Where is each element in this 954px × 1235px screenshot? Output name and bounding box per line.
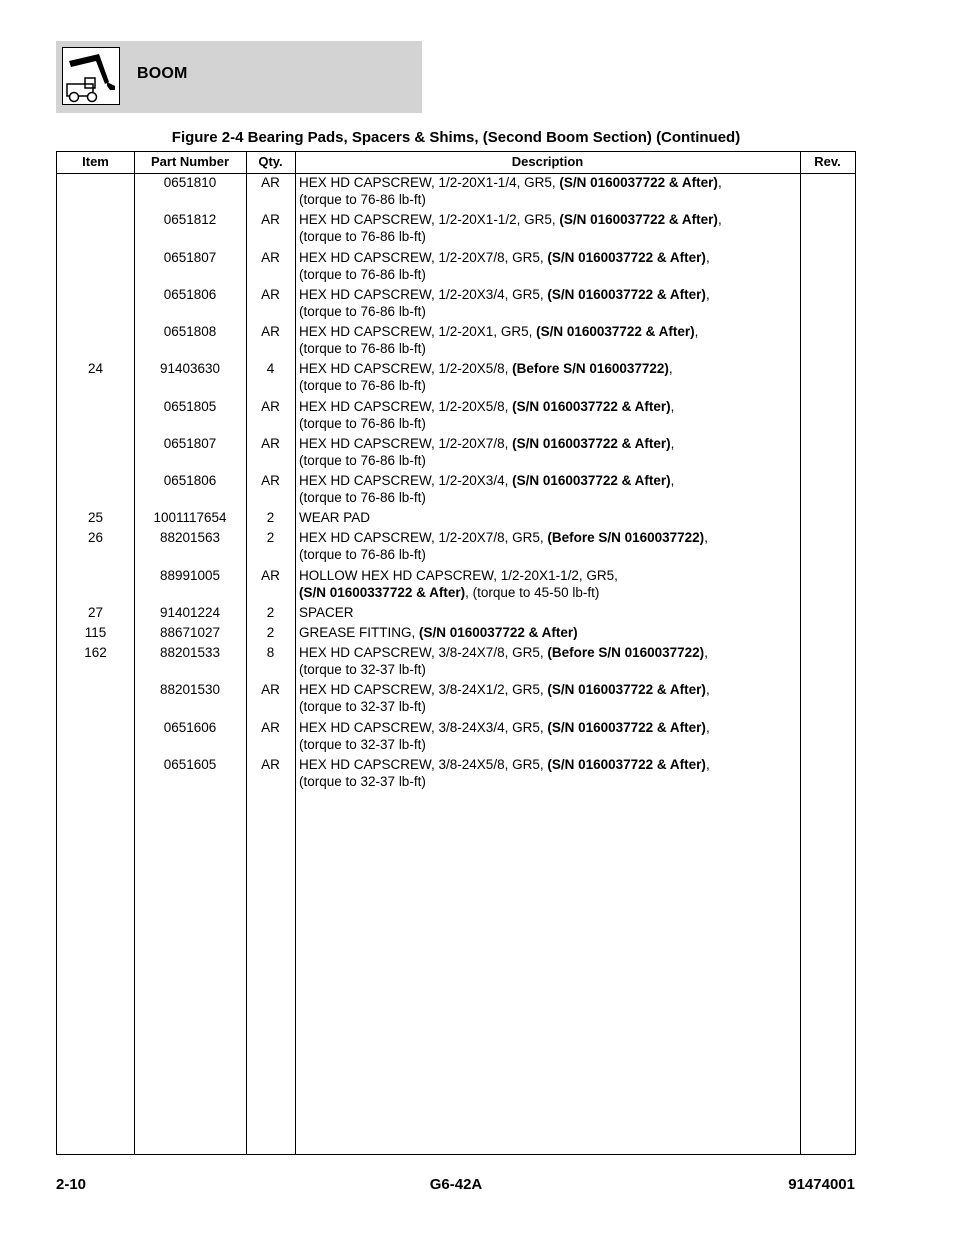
item-number: 24 [87,361,104,376]
quantity: AR [261,250,280,265]
quantity: 2 [266,510,275,525]
description [299,567,799,601]
item-number: 25 [87,510,104,525]
page-number: 2-10 [56,1176,87,1193]
part-number: 0651812 [163,212,217,227]
description-text: , [705,287,710,302]
serial-range: (S/N 0160037722 & After) [559,175,718,190]
description-line [299,472,799,489]
description [299,323,799,357]
description [299,644,799,678]
description-text: SPACER [299,605,354,620]
description-line [299,398,799,415]
serial-range: (S/N 0160037722 & After) [512,399,671,414]
description-text: , [670,436,675,451]
item-number: 27 [87,605,104,620]
quantity: 2 [266,605,275,620]
column-header-item: Item [82,154,109,169]
description-text: HEX HD CAPSCREW, 1/2-20X1-1/2, GR5, [299,212,560,227]
description-text: , [705,682,710,697]
telehandler-icon [62,47,120,105]
description-line [299,756,799,773]
description-text: HEX HD CAPSCREW, 1/2-20X1, GR5, [299,324,537,339]
description [299,756,799,790]
figure-title: Figure 2-4 Bearing Pads, Spacers & Shims, (Second Boom Section) (Continued) [171,129,741,146]
description-line [299,644,799,661]
column-header-qty: Qty. [258,154,283,169]
serial-range: (Before S/N 0160037722) [547,645,705,660]
description-text: HEX HD CAPSCREW, 1/2-20X7/8, [299,436,513,451]
description [299,211,799,245]
quantity: AR [261,682,280,697]
serial-range: (S/N 0160037722 & After) [547,757,706,772]
torque-spec: (torque to 76-86 lb-ft) [299,547,426,562]
quantity: AR [261,399,280,414]
description-text: HEX HD CAPSCREW, 1/2-20X3/4, [299,473,513,488]
description-line [299,584,799,601]
description-line [299,736,799,753]
description-text: , [670,473,675,488]
torque-spec: (torque to 76-86 lb-ft) [299,416,426,431]
quantity: AR [261,287,280,302]
description-line [299,211,799,228]
column-divider [295,152,296,1154]
torque-spec: (torque to 76-86 lb-ft) [299,490,426,505]
part-number: 0651807 [163,250,217,265]
description-line [299,435,799,452]
part-number: 0651807 [163,436,217,451]
part-number: 91403630 [159,361,221,376]
torque-spec: (torque to 32-37 lb-ft) [299,662,426,677]
part-number: 0651805 [163,399,217,414]
description-line [299,529,799,546]
description-text: HEX HD CAPSCREW, 1/2-20X1-1/4, GR5, [299,175,560,190]
serial-range: (S/N 0160037722 & After) [547,720,706,735]
description-line [299,546,799,563]
quantity: AR [261,324,280,339]
torque-spec: (torque to 76-86 lb-ft) [299,192,426,207]
description [299,604,799,621]
description-text: , [694,324,699,339]
quantity: AR [261,568,280,583]
part-number: 1001117654 [153,510,227,525]
description-line [299,509,799,526]
quantity: AR [261,757,280,772]
description-text: HEX HD CAPSCREW, 3/8-24X3/4, GR5, [299,720,548,735]
serial-range: (S/N 0160037722 & After) [512,473,671,488]
description [299,681,799,715]
description-text: WEAR PAD [299,510,371,525]
torque-spec: (torque to 76-86 lb-ft) [299,229,426,244]
description [299,249,799,283]
description [299,435,799,469]
serial-range: (S/N 0160037722 & After) [536,324,695,339]
description-text: , [704,530,708,545]
description-text: , [670,399,675,414]
serial-range: (S/N 0160037722 & After) [419,625,578,640]
description-line [299,249,799,266]
description-line [299,377,799,394]
description [299,529,799,563]
torque-spec: (torque to 76-86 lb-ft) [299,267,426,282]
serial-range: (S/N 0160037722 & After) [512,436,671,451]
part-number: 0651806 [163,473,217,488]
item-number: 162 [84,645,107,660]
part-number: 88671027 [159,625,221,640]
description-line [299,174,799,191]
description-line [299,698,799,715]
description-line [299,228,799,245]
part-number: 0651808 [163,324,217,339]
serial-range: (Before S/N 0160037722) [512,361,669,376]
description-text: HEX HD CAPSCREW, 3/8-24X5/8, GR5, [299,757,548,772]
description [299,509,799,526]
serial-range: (S/N 0160037722 & After) [559,212,718,227]
description-line [299,286,799,303]
section-title: BOOM [137,65,188,82]
torque-spec: (torque to 76-86 lb-ft) [299,304,426,319]
description-line [299,773,799,790]
description-line [299,719,799,736]
model-name: G6-42A [429,1176,483,1193]
description-line [299,604,799,621]
quantity: AR [261,175,280,190]
part-number: 0651606 [163,720,217,735]
description-line [299,415,799,432]
description-text: HEX HD CAPSCREW, 1/2-20X7/8, GR5, [299,530,548,545]
description-line [299,340,799,357]
description-line [299,567,799,584]
quantity: 4 [266,361,275,376]
quantity: 2 [266,530,275,545]
description-text: GREASE FITTING, [299,625,420,640]
torque-spec: (torque to 76-86 lb-ft) [299,453,426,468]
description [299,286,799,320]
description [299,398,799,432]
manual-number: 91474001 [788,1176,855,1193]
description-text: HOLLOW HEX HD CAPSCREW, 1/2-20X1-1/2, GR5, [299,568,618,583]
torque-spec: (torque to 32-37 lb-ft) [299,737,426,752]
description-line [299,452,799,469]
description-line [299,489,799,506]
description-text: HEX HD CAPSCREW, 3/8-24X7/8, GR5, [299,645,548,660]
description-line [299,266,799,283]
description-line [299,661,799,678]
torque-spec: (torque to 76-86 lb-ft) [299,341,426,356]
description-text: , [704,645,708,660]
column-divider [800,152,801,1154]
serial-range: (S/N 0160037722 & After) [547,250,706,265]
part-number: 88201533 [159,645,221,660]
serial-range: (S/N 0160037722 & After) [547,682,706,697]
serial-range: (Before S/N 0160037722) [547,530,705,545]
description-line [299,681,799,698]
description-text: , [705,250,710,265]
column-header-description: Description [511,154,584,169]
part-number: 0651806 [163,287,217,302]
description [299,719,799,753]
description-text: , [717,175,722,190]
description-text: , [668,361,673,376]
quantity: 8 [266,645,275,660]
parts-table [56,151,856,1155]
quantity: AR [261,473,280,488]
description-text: , [705,720,710,735]
description-line [299,303,799,320]
torque-spec: , (torque to 45-50 lb-ft) [465,585,600,600]
description-text: HEX HD CAPSCREW, 1/2-20X7/8, GR5, [299,250,548,265]
description [299,360,799,394]
part-number: 0651810 [163,175,217,190]
description [299,174,799,208]
description-text: , [717,212,722,227]
description-line [299,624,799,641]
description-text: , [705,757,710,772]
description [299,472,799,506]
item-number: 115 [84,625,107,640]
description-text: HEX HD CAPSCREW, 1/2-20X3/4, GR5, [299,287,548,302]
description-text: HEX HD CAPSCREW, 3/8-24X1/2, GR5, [299,682,548,697]
part-number: 88991005 [159,568,221,583]
description-text: HEX HD CAPSCREW, 1/2-20X5/8, [299,399,513,414]
quantity: 2 [266,625,275,640]
part-number: 0651605 [163,757,217,772]
torque-spec: (torque to 32-37 lb-ft) [299,699,426,714]
description-line [299,360,799,377]
quantity: AR [261,436,280,451]
serial-range: (S/N 01600337722 & After) [299,585,466,600]
description-text: HEX HD CAPSCREW, 1/2-20X5/8, [299,361,513,376]
part-number: 88201563 [159,530,221,545]
part-number: 88201530 [159,682,221,697]
quantity: AR [261,212,280,227]
torque-spec: (torque to 32-37 lb-ft) [299,774,426,789]
description-line [299,191,799,208]
column-header-rev: Rev. [814,154,841,169]
quantity: AR [261,720,280,735]
description-line [299,323,799,340]
column-header-part-number: Part Number [150,154,230,169]
item-number: 26 [87,530,104,545]
description [299,624,799,641]
serial-range: (S/N 0160037722 & After) [547,287,706,302]
torque-spec: (torque to 76-86 lb-ft) [299,378,426,393]
part-number: 91401224 [159,605,221,620]
